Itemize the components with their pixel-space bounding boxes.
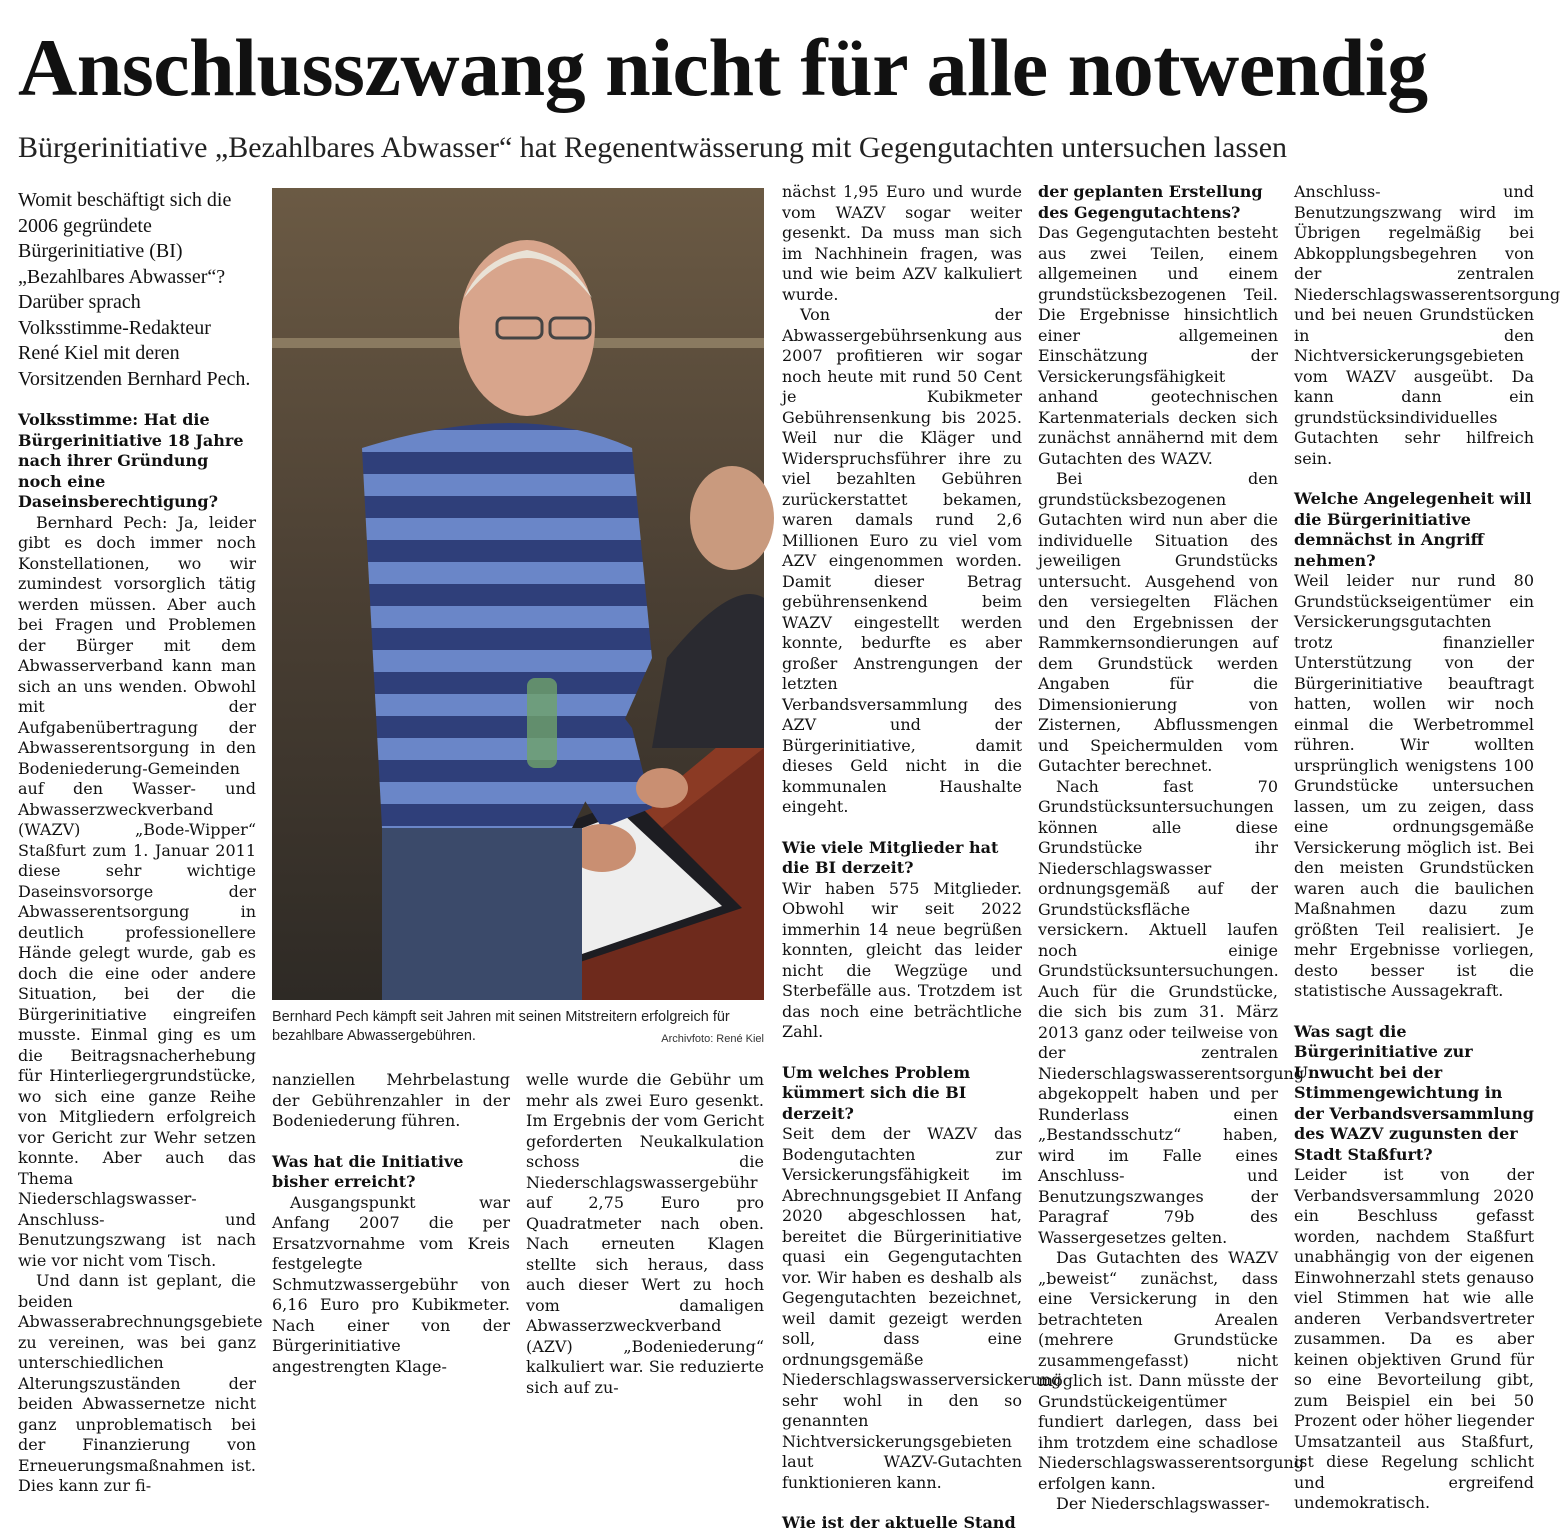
- answer-1-paragraph-1: Bernhard Pech: Ja, leider gibt es doch immer noch Konstellationen, wo wir zumindest vorsorglich tätig werden müssen. Aber auch bei Fragen und Problemen der Bürger mit dem Abwasserverband kann man sich an uns wenden. Obwohl mit der Aufgabenübertragung der Abwasserentsorgung in den Bodeniederung-Gemeinden auf den Wasser- und Abwasserzweckverband (WAZV) „Bode-Wipper“ Staßfurt zum 1. Januar 2011 diese sehr wichtige Daseinsvorsorge der Abwasserentsorgung in deutlich professionellere Hände gelegt wurde, gab es doch die eine oder andere Situation, bei der die Bürgerinitiative eingreifen musste. Einmal ging es um die Beitragsnacherhebung für Hinterliegergrundstücke, wo sich eine ganze Reihe von Mitgliedern erfolgreich vor Gericht zur Wehr setzen konnte. Aber auch das Thema Niederschlagswasser-Anschluss- und Benutzungszwang ist nach wie vor nicht vom Tisch.: [18, 512, 256, 1270]
- article-column-6: [1294, 182, 1561, 1512]
- question-2: Was hat die Initiative bisher erreicht?: [272, 1151, 464, 1191]
- question-3: Wie viele Mitglieder hat die BI derzeit?: [782, 837, 999, 877]
- article-column-4: [782, 182, 1062, 1532]
- answer-5-paragraph-3: Nach fast 70 Grundstücksuntersuchungen können alle diese Grundstücke ihr Niederschlagswasser ordnungsgemäß auf der Grundstücksfläche versickern. Aktuell laufen noch einige Grundstücksuntersuchungen. Auch für die Grundstücke, die sich bis zum 31. März 2013 ganz oder teilweise von der zentralen Niederschlagswasserentsorgung abgekoppelt haben und per Runderlass einen „Bestandsschutz“ haben, wird im Falle eines Anschluss- und Benutzungszwanges der Paragraf 79b des Wassergesetzes gelten.: [1038, 776, 1305, 1247]
- intro-text: Womit beschäftigt sich die 2006 gegründete Bürgerinitiative (BI) „Bezahlbares Abwasser“? Darüber sprach Volksstimme-Redakteur René Kiel mit deren Vorsitzenden Bernhard Pech.: [18, 189, 251, 390]
- answer-5-paragraph-5: Der Niederschlagswasser-: [1056, 1494, 1270, 1513]
- answer-2-paragraph-1: Ausgangspunkt war Anfang 2007 die per Ersatzvornahme vom Kreis festgelegte Schmutzwassergebühr von 6,16 Euro pro Kubikmeter. Nach einer von der Bürgerinitiative angestrengten Klage-: [272, 1192, 510, 1376]
- answer-2-continued-2: nächst 1,95 Euro und wurde vom WAZV sogar weiter gesenkt. Da muss man sich im Nachhinein fragen, was und wie beim AZV kalkuliert wurde.: [782, 182, 1022, 304]
- photo-credit: Archivfoto: René Kiel: [661, 1033, 764, 1045]
- question-7: Was sagt die Bürgerinitiative zur Unwucht bei der Stimmengewichtung in der Verbandsversammlung des WAZV zugunsten der Stadt Staßfurt?: [1294, 1021, 1534, 1164]
- answer-2-continued: welle wurde die Gebühr um mehr als zwei Euro gesenkt. Im Ergebnis der vom Gericht geforderten Neukalkulation schoss die Niederschlagswassergebühr auf 2,75 Euro pro Quadratmeter nach oben. Nach erneuten Klagen stellte sich heraus, dass auch dieser Wert zu hoch vom damaligen Abwasserzweckverband (AZV) „Bodeniederung“ kalkuliert war. Sie reduzierte sich auf zu-: [526, 1070, 764, 1397]
- article-photo: [272, 188, 764, 1000]
- article-column-2: [272, 1070, 510, 1376]
- answer-3: Wir haben 575 Mitglieder. Obwohl wir seit 2022 immerhin 14 neue begrüßen konnten, gleicht das leider nicht die Wegzüge und Sterbefälle aus. Trotzdem ist das noch eine beträchtliche Zahl.: [782, 878, 1022, 1041]
- article-column-3: [526, 1070, 764, 1397]
- answer-2-paragraph-2: Von der Abwassergebührsenkung aus 2007 profitieren wir sogar noch heute mit rund 50 Cent je Kubikmeter Gebührensenkung bis 2025. Weil nur die Kläger und Widerspruchsführer ihre zu viel bezahlten Gebühren zurückerstattet bekamen, waren damals rund 2,6 Millionen Euro zu viel vom AZV eingenommen worden. Damit dieser Betrag gebührensenkend beim WAZV eingestellt werden konnte, bedurfte es aber großer Anstrengungen der letzten Verbandsversammlung des AZV und der Bürgerinitiative, damit dieses Geld nicht in die kommunalen Haushalte eingeht.: [782, 305, 1022, 816]
- question-1: Volksstimme: Hat die Bürgerinitiative 18 Jahre nach ihrer Gründung noch eine Daseinsberechtigung?: [18, 410, 244, 511]
- answer-6: Weil leider nur rund 80 Grundstückseigentümer ein Versickerungsgutachten trotz finanzieller Unterstützung von der Bürgerinitiative beauftragt hatten, wollen wir noch einmal die Werbetrommel rühren. Wir wollten ursprünglich wenigstens 100 Grundstücke untersuchen lassen, um zu zeigen, dass eine ordnungsgemäße Versickerung möglich ist. Bei den meisten Grundstücken waren auch die baulichen Maßnahmen dazu zum größten Teil realisiert. Je mehr Ergebnisse vorliegen, desto besser ist die statistische Aussagekraft.: [1294, 571, 1534, 1000]
- answer-5-paragraph-2: Bei den grundstücksbezogenen Gutachten wird nun aber die individuelle Situation des jeweiligen Grundstücks untersucht. Ausgehend von den versiegelten Flächen und den Ergebnissen der Rammkernsondierungen auf dem Grundstück werden Angaben für die Dimensionierung von Zisternen, Abflussmengen und Speichermulden vom Gutachter berechnet.: [1038, 469, 1278, 775]
- answer-7: Leider ist von der Verbandsversammlung 2020 ein Beschluss gefasst worden, nachdem Staßfurt unabhängig von der eigenen Einwohnerzahl stets genauso viel Stimmen hat wie alle anderen Verbandsvertreter zusammen. Da es aber keinen objektiven Grund für so eine Bevorteilung gibt, zum Beispiel ein bei 50 Prozent oder höher liegender Umsatzanteil aus Staßfurt, ist diese Regelung schlicht und ergreifend undemokratisch.: [1294, 1165, 1534, 1512]
- question-6: Welche Angelegenheit will die Bürgerinitiative demnächst in Angriff nehmen?: [1294, 489, 1532, 570]
- article-column-5: [1038, 182, 1305, 1513]
- subheadline: Bürgerinitiative „Bezahlbares Abwasser“ hat Regenentwässerung mit Gegengutachten untersuchen lassen: [18, 131, 1288, 164]
- question-4: Um welches Problem kümmert sich die BI derzeit?: [782, 1062, 971, 1123]
- question-5-end: der geplanten Erstellung des Gegengutachtens?: [1038, 182, 1263, 222]
- photo-caption: Bernhard Pech kämpft seit Jahren mit seinen Mitstreitern erfolgreich für bezahlbare Abwassergebühren.: [272, 1009, 730, 1044]
- answer-5-paragraph-1: Das Gegengutachten besteht aus zwei Teilen, einem allgemeinen und einem grundstücksbezogenen Teil. Die Ergebnisse hinsichtlich einer allgemeinen Einschätzung der Versickerungsfähigkeit anhand geotechnischen Kartenmaterials decken sich zunächst annähernd mit dem Gutachten des WAZV.: [1038, 223, 1278, 468]
- headline: Anschlusszwang nicht für alle notwendig: [18, 22, 1428, 113]
- answer-4: Seit dem der WAZV das Bodengutachten zur Versickerungsfähigkeit im Abrechnungsgebiet II Anfang 2020 abgeschlossen hat, bereitet die Bürgerinitiative quasi ein Gegengutachten vor. Wir haben es deshalb als Gegengutachten bezeichnet, weil damit gezeigt werden soll, dass eine ordnungsgemäße Niederschlagswasserversickerung sehr wohl in den so genannten Nichtversickerungsgebieten laut WAZV-Gutachten funktionieren kann.: [782, 1124, 1062, 1492]
- answer-5-continued: Anschluss- und Benutzungszwang wird im Übrigen regelmäßig bei Abkopplungsbegehren von der zentralen Niederschlagswasserentsorgung und bei neuen Grundstücken in den Nichtversickerungsgebieten vom WAZV ausgeübt. Da kann dann ein grundstücksindividuelles Gutachten sehr hilfreich sein.: [1294, 182, 1561, 468]
- answer-5-paragraph-4: Das Gutachten des WAZV „beweist“ zunächst, dass eine Versickerung in den betrachteten Arealen (mehrere Grundstücke zusammengefasst) nicht möglich ist. Dann müsste der Grundstückeigentümer fundiert darlegen, dass bei ihm trotzdem eine schadlose Niederschlagswasserentsorgung erfolgen kann.: [1038, 1248, 1305, 1493]
- answer-1-continued: nanziellen Mehrbelastung der Gebührenzahler in der Bodeniederung führen.: [272, 1070, 510, 1130]
- question-5-start: Wie ist der aktuelle Stand: [782, 1513, 1016, 1532]
- answer-1-paragraph-2: Und dann ist geplant, die beiden Abwasserabrechnungsgebiete zu vereinen, was bei ganz unterschiedlichen Alterungszuständen der beiden Abwassernetze nicht ganz unproblematisch bei der Finanzierung von Erneuerungsmaßnahmen ist. Dies kann zur fi-: [18, 1271, 263, 1495]
- article-column-1: [18, 410, 263, 1495]
- photo-illustration: [272, 188, 764, 1000]
